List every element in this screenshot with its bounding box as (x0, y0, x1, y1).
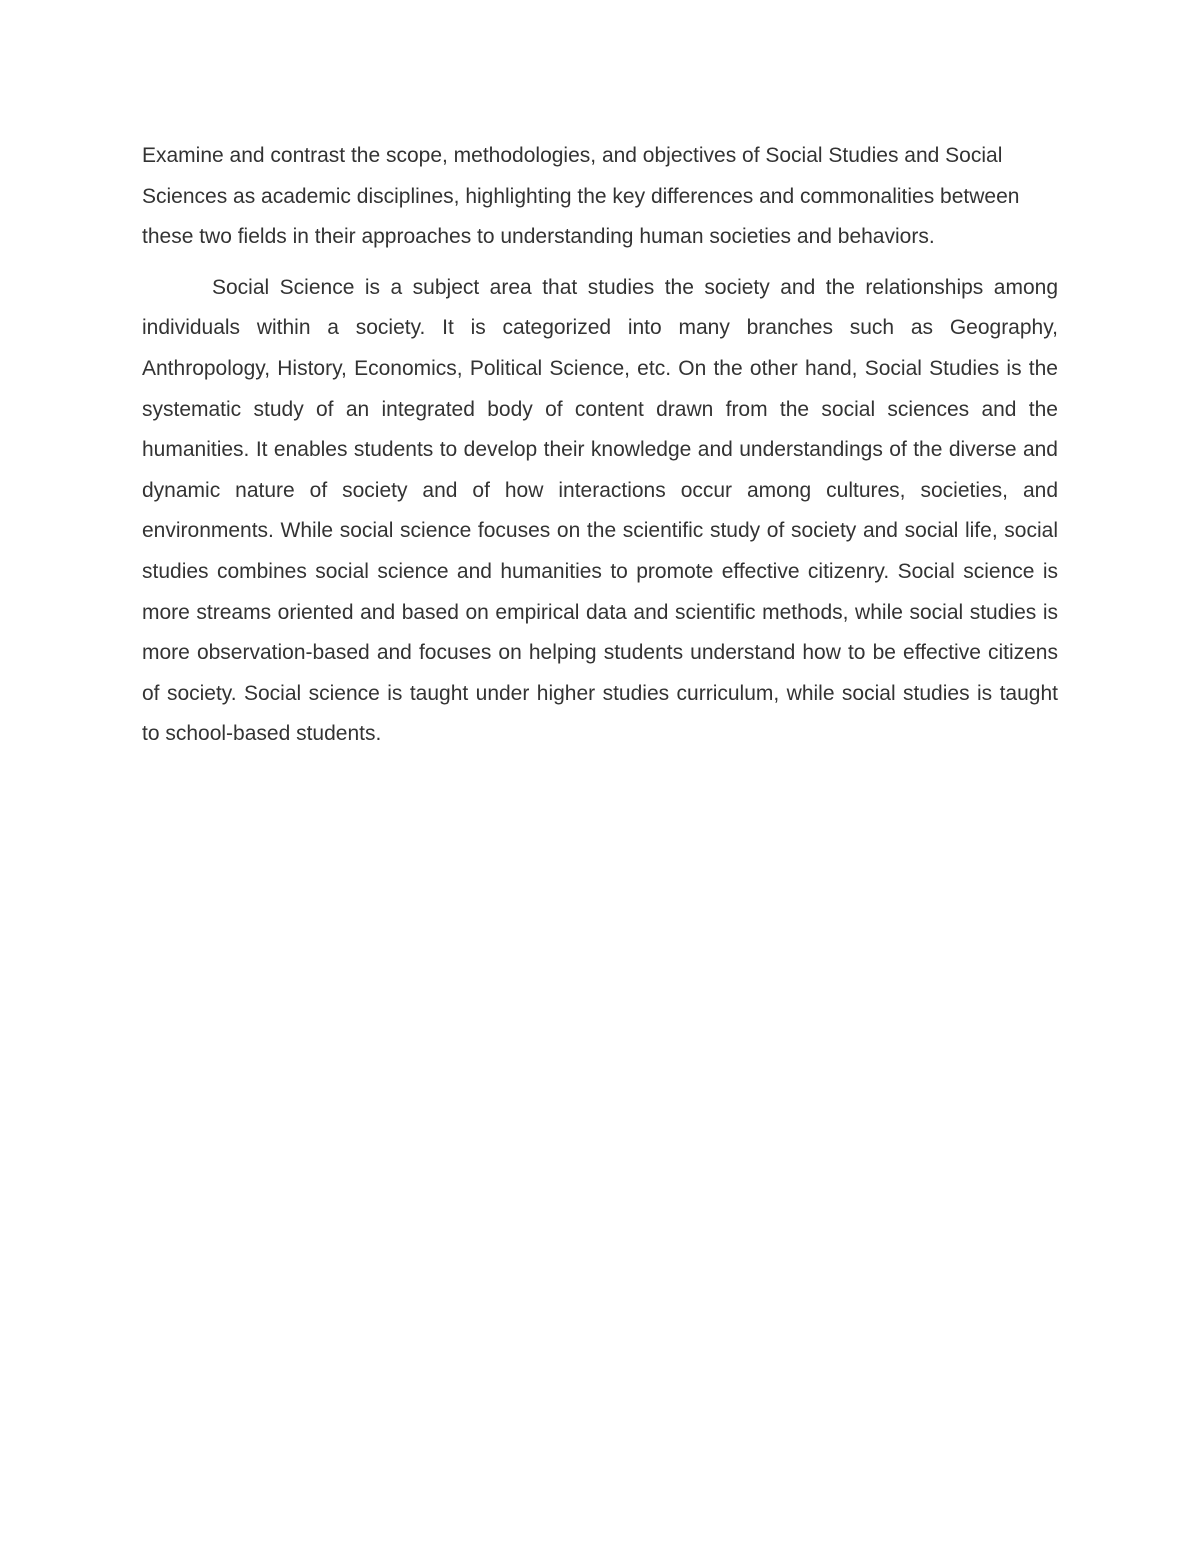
answer-paragraph: Social Science is a subject area that studies the society and the relationships among individuals within a society. It is categorized into many branches such as Geography, Anthropology, History, Economics, Political Science, etc. On the other hand, Social Studies is the systematic study of an integrated body of content drawn from the social sciences and the humanities. It enables students to develop their knowledge and understandings of the diverse and dynamic nature of society and of how interactions occur among cultures, societies, and environments. While social science focuses on the scientific study of society and social life, social studies combines social science and humanities to promote effective citizenry. Social science is more streams oriented and based on empirical data and scientific methods, while social studies is more observation-based and focuses on helping students understand how to be effective citizens of society. Social science is taught under higher studies curriculum, while social studies is taught to school-based students. (142, 275, 1058, 746)
question-prompt: Examine and contrast the scope, methodologies, and objectives of Social Studies and Social Sciences as academic disciplines, highlighting the key differences and commonalities between these two fields in their approaches to understanding human societies and behaviors. (142, 144, 1020, 249)
document-body (142, 136, 1058, 755)
